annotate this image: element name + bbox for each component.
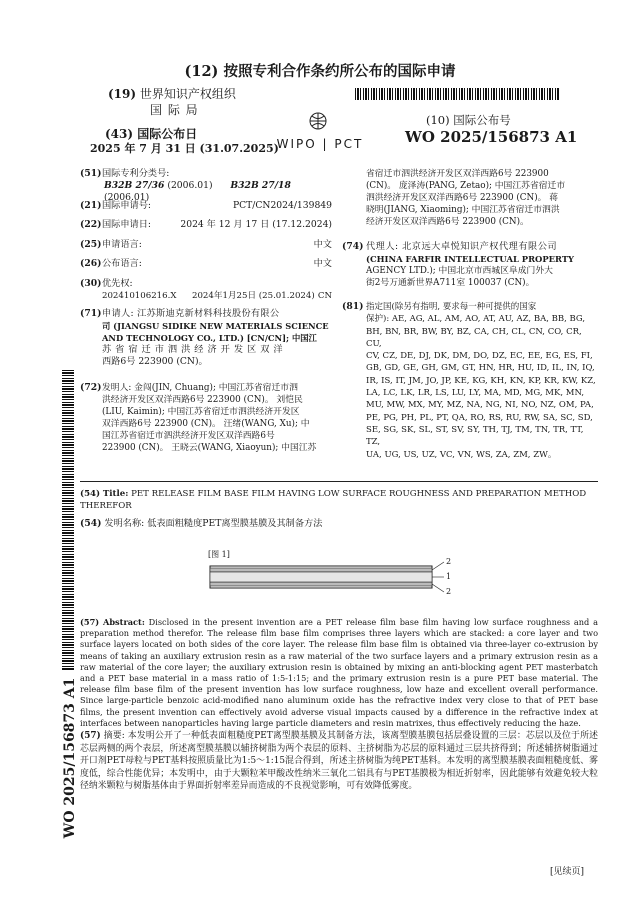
states-line-8: MU, MW, MX, MY, MZ, NA, NG, NI, NO, NZ, OM, PA,: [366, 400, 594, 411]
field-74: [342, 241, 598, 289]
field-30: [80, 278, 332, 290]
states-line-6: IR, IS, IT, JM, JO, JP, KE, KG, KH, KN, KP, KR, KW, KZ,: [366, 375, 596, 386]
field-21: [80, 200, 332, 212]
priority-data: [102, 290, 332, 302]
issuing-organization: [108, 86, 236, 102]
inventors-line-1: 发明人: 金闯(JIN, Chuang); 中国江苏省宿迁市泗: [102, 383, 298, 393]
applicant-line-4: 苏省宿迁市泗洪经济开发区双洋: [102, 344, 287, 355]
application-number: PCT/CN2024/139849: [232, 200, 332, 211]
field-72-number: (72): [80, 382, 102, 393]
publication-language: 中文: [313, 258, 332, 269]
ipc-class-1: B32B 27/36: [104, 180, 165, 191]
field-26-label: 公布语言:: [102, 258, 142, 269]
field-81-number: (81): [342, 301, 364, 312]
applicant-line-1: 申请人: 江苏斯迪克新材料科技股份有限公: [102, 308, 280, 319]
states-line-5: GB, GD, GE, GH, GM, GT, HN, HR, HU, ID, IL, IN, IQ,: [366, 363, 595, 374]
publication-number: WO 2025/156873 A1: [405, 128, 578, 146]
field-51: [80, 168, 330, 180]
ipc-class-1-year: (2006.01): [167, 180, 213, 191]
continued-note: [见续页]: [550, 867, 585, 877]
inventors-line-3: (LIU, Kaimin); 中国江苏省宿迁市泗洪经济开发区: [102, 407, 300, 417]
field-51-label: 国际专利分类号:: [102, 168, 170, 179]
english-title-line-1: PET RELEASE FILM BASE FILM HAVING LOW SURFACE ROUGHNESS AND PREPARATION METHOD: [131, 489, 587, 499]
document-title: (12) 按照专利合作条约所公布的国际申请: [184, 63, 456, 80]
inventors-cont-line-2: (CN)。 庞泽涛(PANG, Zetao); 中国江苏省宿迁市: [366, 181, 566, 191]
inventors-line-2: 洪经济开发区双洋西路6号 223900 (CN)。 刘恺民: [102, 395, 303, 405]
agent-line-1: 代理人: 北京远大卓悦知识产权代理有限公司: [366, 241, 558, 252]
field-26: [80, 258, 332, 270]
filing-language: 中文: [313, 239, 332, 250]
publication-date: 2025 年 7 月 31 日 (31.07.2025): [90, 142, 279, 155]
english-title-number: (54): [80, 489, 101, 499]
priority-date: 2024年1月25日 (25.01.2024): [192, 291, 315, 301]
ipc-class-2: B32B 27/18: [230, 180, 291, 191]
abstract-chinese: [80, 730, 598, 793]
org-name: 世界知识产权组织: [139, 87, 236, 101]
section-divider: [80, 481, 598, 482]
agent-line-2: (CHINA FARFIR INTELLECTUAL PROPERTY: [366, 254, 575, 264]
states-line-11: UA, UG, US, UZ, VC, VN, WS, ZA, ZM, ZW。: [366, 449, 557, 460]
abstract-en-label: Abstract:: [102, 617, 145, 627]
abstract-cn-label: 摘要:: [103, 731, 125, 741]
publication-number-label: (10) 国际公布号: [426, 113, 511, 127]
wipo-logo: [272, 130, 368, 152]
field-22-number: (22): [80, 219, 102, 230]
states-line-9: PE, PG, PH, PL, PT, QA, RO, RS, RU, RW, SA, SC, SD,: [366, 412, 593, 423]
states-line-1: 指定国(除另有指明, 要求每一种可提供的国家: [366, 302, 537, 312]
states-line-10: SE, SG, SK, SL, ST, SV, SY, TH, TJ, TM, TN, TR, TT, TZ,: [366, 424, 584, 448]
inventors-line-6: 223900 (CN)。 王晓云(WANG, Xiaoyun); 中国江苏: [102, 443, 317, 453]
field-30-number: (30): [80, 278, 102, 289]
field-21-label: 国际申请号:: [102, 200, 152, 211]
agent-line-4: 街2号万通新世界A711室 100037 (CN)。: [366, 278, 535, 288]
abstract-en-text: Disclosed in the present invention are a PET release film base film having low surface roughness and a preparation method therefor. The release film base film comprises three layers which are stacked: a core layer and two surface layers located on both sides of the core layer. The release film base film is obtained via three-layer co-extrusion by means of taking an auxiliary extrusion resin as a raw material of the two surface layers and a primary extrusion resin as a raw material of the core layer; the auxiliary extrusion resin is obtained by mixing an anti-blocking agent PET masterbatch and a PET base material in a mass ratio of 1:5-1:15; and the primary extrusion resin is a pure PET base material. The release film base film of the present invention has low surface roughness, low haze and excellent overall performance. Since large-particle benzoic acid-modified nano aluminum oxide has the refractive index very close to that of PET base films, the present invention can effectively avoid adverse visual impacts caused by a difference in the refractive index at interfaces between nanoparticles having large particle diameters and resin matrixes, thus effectively reducing the haze.: [80, 617, 598, 728]
inventors-cont-line-5: 经济开发区双洋西路6号 223900 (CN)。: [366, 217, 529, 227]
states-line-3: BH, BN, BR, BW, BY, BZ, CA, CH, CL, CN, CO, CR, CU,: [366, 326, 582, 349]
publication-date-label: (43) 国际公布日: [105, 127, 198, 141]
inventors-continued: [366, 168, 596, 228]
chinese-title-value: 低表面粗糙度PET离型膜基膜及其制备方法: [147, 518, 323, 529]
agent-line-3: AGENCY LTD.); 中国北京市西城区阜成门外大: [366, 266, 553, 276]
english-title-line-2: THEREFOR: [80, 501, 132, 511]
field-21-number: (21): [80, 200, 102, 211]
chinese-title-number: (54): [80, 518, 102, 529]
figure-ref-middle: 1: [446, 572, 452, 581]
wipo-pct-wordmark: WIPO | PCT: [276, 137, 364, 151]
field-30-label: 优先权:: [102, 278, 133, 289]
wipo-emblem-icon: [294, 110, 390, 132]
field-72: [80, 382, 332, 454]
figure-label: [图 1]: [208, 550, 230, 559]
abstract-english: [80, 617, 598, 729]
org-number: (19): [108, 87, 137, 101]
side-publication-number: WO 2025/156873 A1: [62, 677, 78, 839]
field-25-number: (25): [80, 239, 102, 250]
chinese-title: [80, 518, 598, 530]
ipc-class-2-year: (2006.01): [104, 192, 150, 203]
field-81: [342, 301, 598, 461]
field-25-label: 申请语言:: [102, 239, 142, 250]
filing-date: 2024 年 12 月 17 日 (17.12.2024): [180, 219, 332, 230]
english-title: [80, 488, 598, 512]
abstract-cn-text: 本发明公开了一种低表面粗糙度PET离型膜基膜及其制备方法，该离型膜基膜包括层叠设置的三层：芯层以及位于所述芯层两侧的两个表层，所述离型膜基膜以辅挤树脂为两个表层的原料、主挤树脂为芯层的原料通过三层共挤得到；所述辅挤树脂通过开口剂PET母粒与PET基料按照质量比为1:5～1:15混合得到，所述主挤树脂为纯PET基料。本发明的离型膜基膜表面粗糙度低、雾度低，综合性能优异；本发明中，由于大颗粒苯甲酸改性纳米三氧化二铝具有与PET基膜极为相近折射率，因此能够有效避免较大粒径纳米颗粒与树脂基体由于界面折射率差异而造成的不良视觉影响，可有效降低雾度。: [80, 731, 598, 792]
priority-application-number: 202410106216.X: [102, 291, 177, 301]
abstract-en-number: (57): [80, 617, 100, 627]
applicant-line-5: 西路6号 223900 (CN)。: [102, 356, 208, 367]
inventors-line-5: 国江苏省宿迁市泗洪经济开发区双洋西路6号: [102, 431, 275, 441]
abstract-cn-number: (57): [80, 731, 101, 741]
field-74-number: (74): [342, 241, 364, 252]
field-71: [80, 308, 332, 368]
field-26-number: (26): [80, 258, 102, 269]
figure-ref-bottom: 2: [446, 587, 452, 596]
inventors-line-4: 双洋西路6号 223900 (CN)。 汪绪(WANG, Xu); 中: [102, 419, 310, 429]
applicant-line-3: AND TECHNOLOGY CO., LTD.) [CN/CN]; 中国江: [102, 333, 317, 343]
field-51-number: (51): [80, 168, 102, 179]
states-line-7: LA, LC, LK, LR, LS, LU, LY, MA, MD, MG, MK, MN,: [366, 388, 585, 399]
english-title-label: Title:: [102, 489, 129, 499]
layer-structure-figure: [200, 556, 460, 602]
inventors-cont-line-1: 省宿迁市泗洪经济开发区双洋西路6号 223900: [366, 169, 549, 179]
applicant-line-2: 司 (JIANGSU SIDIKE NEW MATERIALS SCIENCE: [102, 321, 329, 331]
side-barcode: [62, 370, 74, 670]
field-71-number: (71): [80, 308, 102, 319]
field-22: [80, 219, 332, 231]
figure-ref-top: 2: [446, 557, 452, 566]
states-line-2: 保护): AE, AG, AL, AM, AO, AT, AU, AZ, BA, BB, BG,: [366, 314, 586, 325]
priority-country: CN: [317, 291, 332, 301]
inventors-cont-line-4: 晓明(JIANG, Xiaoming); 中国江苏省宿迁市泗洪: [366, 205, 560, 215]
field-25: [80, 239, 332, 251]
field-22-label: 国际申请日:: [102, 219, 152, 230]
chinese-title-label: 发明名称:: [104, 518, 145, 529]
header-barcode: [355, 88, 560, 100]
org-bureau: 国 际 局: [150, 103, 199, 117]
inventors-cont-line-3: 泗洪经济开发区双洋西路6号 223900 (CN)。 蒋: [366, 193, 559, 203]
states-line-4: CV, CZ, DE, DJ, DK, DM, DO, DZ, EC, EE, EG, ES, FI,: [366, 351, 593, 362]
